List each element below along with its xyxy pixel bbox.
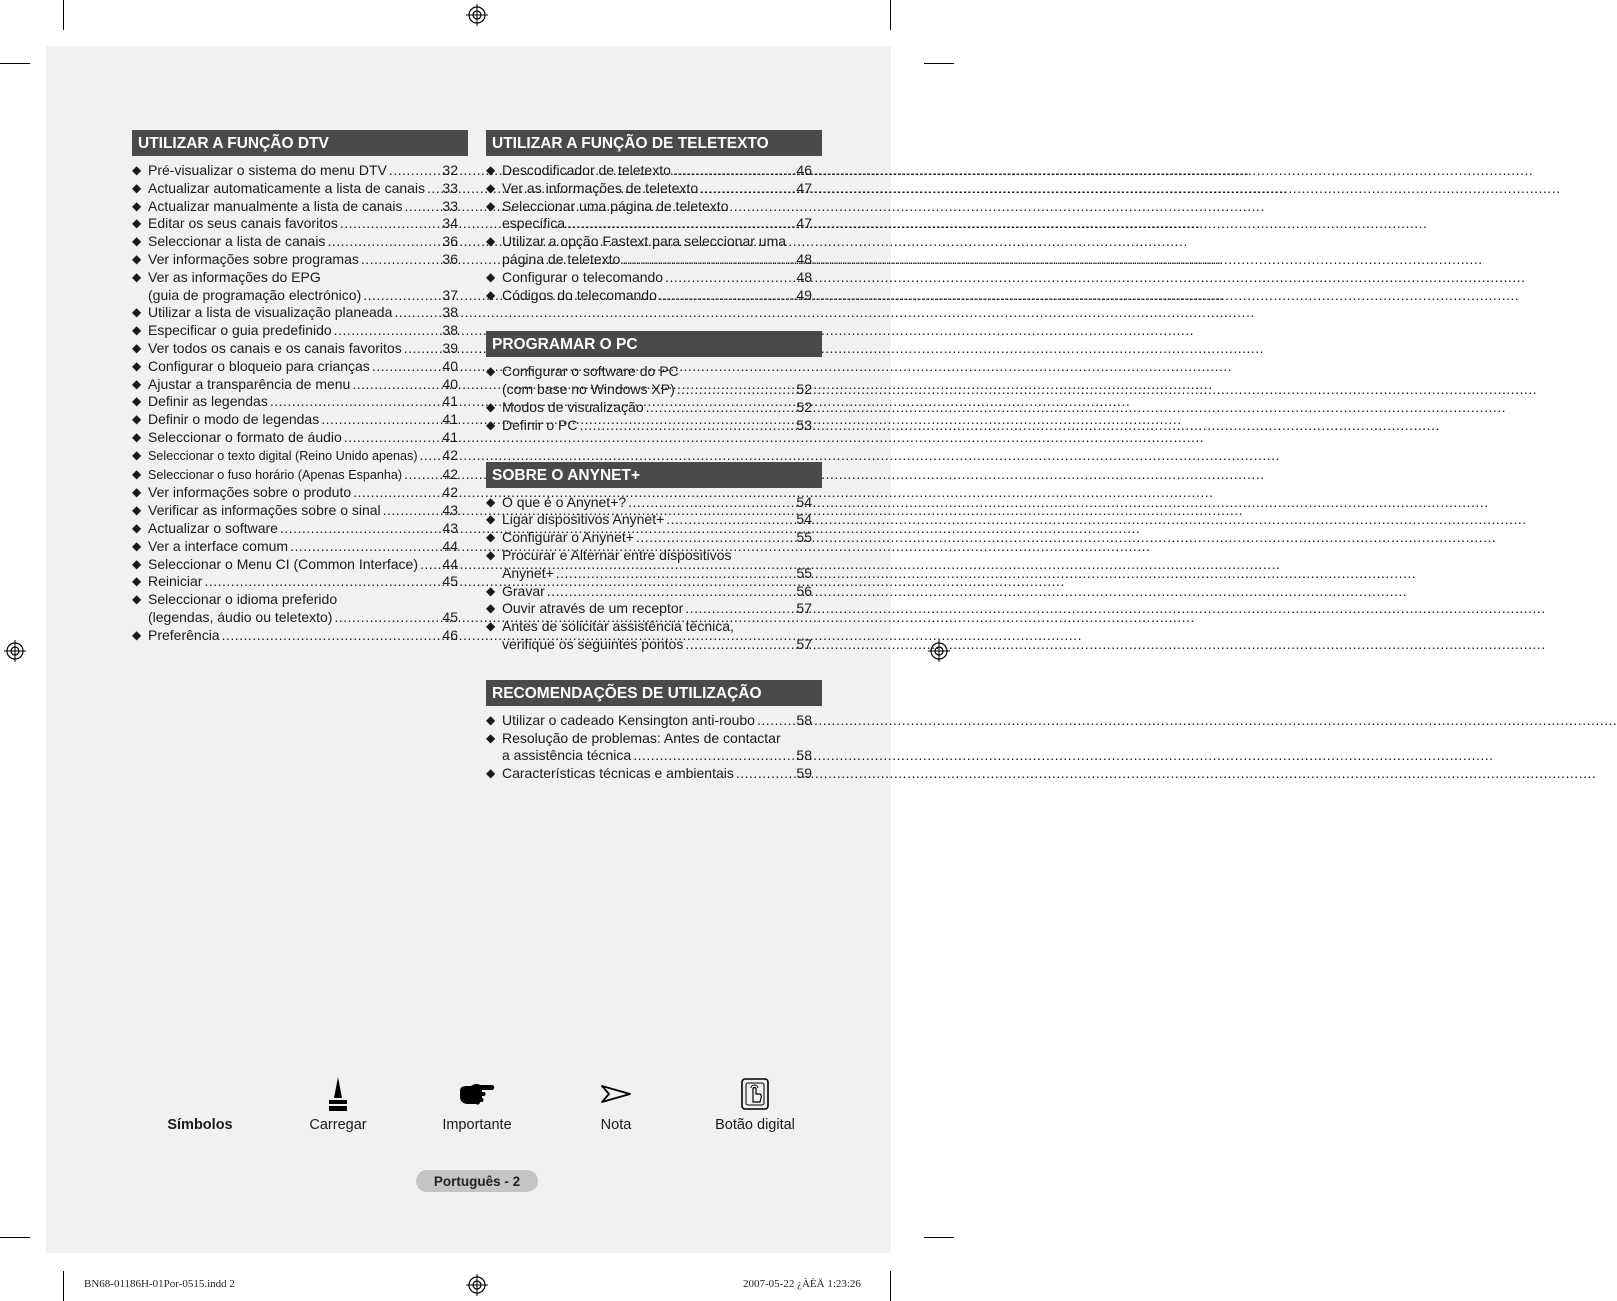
crop-mark (890, 0, 891, 30)
toc-entry-title: Ver todos os canais e os canais favoritos (148, 339, 402, 356)
symbol-important (412, 1075, 542, 1133)
diamond-bullet-icon: ◆ (132, 447, 142, 462)
symbol-label: Importante (442, 1117, 512, 1133)
toc-page-number: 45 (442, 573, 458, 590)
toc-entry-title: (legendas, áudio ou teletexto) (148, 608, 333, 625)
toc-page-number: 37 (442, 286, 458, 303)
toc-page-number: 56 (796, 582, 812, 599)
toc-entry-title: Definir o modo de legendas (148, 411, 320, 428)
toc-entry[interactable] (486, 269, 822, 287)
crop-mark (890, 1271, 891, 1301)
symbols-title: Símbolos (167, 1117, 233, 1133)
diamond-bullet-icon: ◆ (132, 429, 142, 444)
dot-leader (685, 600, 794, 618)
toc-entry-title: (com base no Windows XP) (502, 381, 675, 398)
toc-entry[interactable] (132, 322, 468, 340)
dot-leader (736, 765, 795, 783)
toc-page-number: 44 (442, 537, 458, 554)
diamond-bullet-icon: ◆ (486, 269, 496, 284)
symbol-label: Nota (600, 1117, 632, 1133)
dot-leader (404, 466, 440, 484)
toc-entry[interactable] (132, 411, 468, 429)
diamond-bullet-icon: ◆ (132, 394, 142, 409)
toc-entry[interactable] (486, 162, 822, 180)
diamond-bullet-icon: ◆ (132, 520, 142, 535)
toc-entry-title: Definir as legendas (148, 393, 268, 410)
toc-entry[interactable] (132, 429, 468, 447)
symbol-note (551, 1075, 681, 1133)
dot-leader (353, 484, 440, 502)
toc-entry-title: Ver informações sobre o produto (148, 484, 352, 501)
toc-entry[interactable] (486, 363, 822, 399)
section-entry-list (486, 712, 822, 783)
diamond-bullet-icon: ◆ (132, 216, 142, 231)
section-entry-list (132, 162, 468, 645)
diamond-bullet-icon: ◆ (132, 340, 142, 355)
toc-entry-title: Antes de solicitar assistência técnica, (502, 618, 734, 635)
toc-page-number: 49 (796, 286, 812, 303)
toc-entry[interactable] (486, 198, 822, 234)
toc-entry[interactable] (132, 198, 468, 216)
toc-page-number: 54 (796, 493, 812, 510)
toc-page-number: 53 (796, 416, 812, 433)
registration-mark-icon (466, 1274, 488, 1296)
diamond-bullet-icon: ◆ (132, 627, 142, 642)
toc-entry-title: Actualizar manualmente a lista de canais (148, 197, 403, 214)
dot-leader (636, 529, 795, 547)
footer-file-info: BN68-01186H-01Por-0515.indd 2 (84, 1278, 235, 1290)
diamond-bullet-icon: ◆ (132, 556, 142, 571)
toc-entry-title: Gravar (502, 582, 545, 599)
contents-section (486, 680, 822, 783)
symbol-label: Botão digital (715, 1117, 795, 1133)
diamond-bullet-icon: ◆ (486, 512, 496, 527)
toc-entry[interactable] (486, 618, 822, 654)
diamond-bullet-icon: ◆ (486, 163, 496, 177)
toc-entry-title: Descodificador de teletexto (502, 162, 671, 178)
note-arrow-icon (600, 1084, 632, 1104)
dot-leader (222, 627, 441, 645)
toc-entry[interactable] (486, 399, 822, 417)
crop-mark (63, 1271, 64, 1301)
toc-entry-title: Ouvir através de um receptor (502, 600, 684, 617)
toc-entry-title: O que é o Anynet+? (502, 493, 627, 510)
toc-page-number: 34 (442, 215, 458, 232)
toc-page-number: 59 (796, 765, 812, 782)
section-entry-list (486, 494, 822, 654)
toc-entry-title: Seleccionar o Menu CI (Common Interface) (148, 555, 418, 572)
dot-leader (757, 712, 794, 730)
toc-entry-title: Ver as informações de teletexto (502, 179, 699, 196)
dot-leader (383, 502, 441, 520)
toc-page-number: 36 (442, 250, 458, 267)
diamond-bullet-icon: ◆ (486, 619, 496, 634)
toc-page-number: 55 (796, 529, 812, 546)
toc-entry[interactable] (132, 340, 468, 358)
toc-entry[interactable] (486, 600, 822, 618)
toc-entry-title: Configurar o Anynet+ (502, 529, 634, 546)
toc-entry-title: Utilizar a lista de visualização planeada (148, 304, 393, 321)
toc-entry[interactable] (132, 162, 468, 180)
toc-entry-title: Verificar as informações sobre o sinal (148, 502, 381, 519)
toc-entry[interactable] (486, 712, 822, 730)
diamond-bullet-icon: ◆ (132, 163, 142, 177)
toc-page-number: 33 (442, 179, 458, 196)
dot-leader (665, 269, 794, 287)
toc-entry[interactable] (132, 180, 468, 198)
toc-entry-title: Configurar o bloqueio para crianças (148, 357, 370, 374)
toc-entry-title: Ver as informações do EPG (148, 268, 321, 285)
dot-leader (556, 565, 795, 583)
toc-entry-title: Utilizar a opção Fastext para seleccionar uma (502, 233, 787, 250)
section-heading: PROGRAMAR O PC (486, 331, 822, 357)
diamond-bullet-icon: ◆ (132, 466, 142, 481)
diamond-bullet-icon: ◆ (132, 323, 142, 338)
toc-page-number: 38 (442, 304, 458, 321)
toc-entry-title: Reiniciar (148, 573, 203, 590)
toc-page-number: 48 (796, 250, 812, 267)
toc-entry[interactable] (132, 520, 468, 538)
toc-entry-title: Códigos do telecomando (502, 286, 657, 303)
toc-entry[interactable] (486, 529, 822, 547)
section-heading: SOBRE O ANYNET+ (486, 462, 822, 488)
toc-entry-title: específica (502, 215, 566, 232)
toc-page-number: 48 (796, 268, 812, 285)
section-entry-list (486, 363, 822, 434)
diamond-bullet-icon: ◆ (486, 583, 496, 598)
toc-entry[interactable] (132, 502, 468, 520)
toc-entry[interactable] (132, 591, 468, 627)
dot-leader (547, 583, 795, 601)
toc-entry[interactable] (486, 583, 822, 601)
dot-leader (659, 287, 795, 305)
diamond-bullet-icon: ◆ (132, 305, 142, 320)
diamond-bullet-icon: ◆ (132, 376, 142, 391)
dot-leader (666, 511, 794, 529)
toc-page-number: 44 (442, 555, 458, 572)
contents-section (486, 331, 822, 434)
crop-mark (0, 63, 30, 64)
diamond-bullet-icon: ◆ (486, 399, 496, 414)
toc-entry[interactable] (132, 233, 468, 251)
toc-page-number: 58 (796, 711, 812, 728)
toc-entry[interactable] (132, 484, 468, 502)
registration-mark-icon (466, 4, 488, 26)
toc-entry-title: Seleccionar o fuso horário (Apenas Espanha) (148, 467, 403, 482)
toc-page-number: 43 (442, 519, 458, 536)
contents-section (486, 130, 822, 304)
dot-leader (427, 180, 440, 198)
crop-mark (924, 1237, 954, 1238)
toc-entry-title: Resolução de problemas: Antes de contactar (502, 729, 781, 746)
dot-leader (628, 494, 794, 512)
diamond-bullet-icon: ◆ (132, 538, 142, 553)
diamond-bullet-icon: ◆ (132, 251, 142, 266)
toc-entry[interactable] (486, 494, 822, 512)
dot-leader (327, 233, 440, 251)
contents-section (132, 130, 468, 645)
dot-leader (420, 556, 440, 574)
dot-leader (340, 215, 441, 233)
toc-entry-title: Modos de visualização (502, 398, 644, 415)
diamond-bullet-icon: ◆ (486, 198, 496, 213)
toc-entry-title: Procurar e Alternar entre dispositivos (502, 546, 732, 563)
toc-page-number: 32 (442, 162, 458, 178)
diamond-bullet-icon: ◆ (132, 358, 142, 373)
dot-leader (700, 180, 794, 198)
toc-entry-title: Pré-visualizar o sistema do menu DTV (148, 162, 387, 178)
contents-left-column (132, 130, 468, 645)
toc-entry-title: a assistência técnica (502, 747, 632, 764)
diamond-bullet-icon: ◆ (132, 234, 142, 249)
toc-entry[interactable] (486, 547, 822, 583)
toc-entry[interactable] (486, 417, 822, 435)
contents-section (486, 462, 822, 654)
toc-entry-title: Seleccionar a lista de canais (148, 233, 326, 250)
diamond-bullet-icon: ◆ (486, 601, 496, 616)
one-touch-button-icon (740, 1077, 770, 1111)
toc-entry[interactable] (486, 765, 822, 783)
toc-entry[interactable] (132, 466, 468, 485)
toc-entry[interactable] (132, 538, 468, 556)
dot-leader (361, 251, 441, 269)
toc-entry-title: Definir o PC (502, 416, 578, 433)
toc-page-number: 52 (796, 398, 812, 415)
section-heading: UTILIZAR A FUNÇÃO DE TELETEXTO (486, 130, 822, 156)
toc-entry[interactable] (132, 251, 468, 269)
toc-page-number: 41 (442, 411, 458, 428)
section-heading: UTILIZAR A FUNÇÃO DTV (132, 130, 468, 156)
dot-leader (673, 162, 795, 180)
toc-entry-title: Utilizar o cadeado Kensington anti-roubo (502, 711, 755, 728)
toc-page-number: 43 (442, 502, 458, 519)
toc-page-number: 42 (442, 484, 458, 501)
crop-mark (0, 1237, 30, 1238)
footer-timestamp: 2007-05-22 ¿ÀÈÄ 1:23:26 (743, 1278, 861, 1290)
toc-entry[interactable] (132, 376, 468, 394)
toc-page-number: 57 (796, 600, 812, 617)
toc-page-number: 52 (796, 381, 812, 398)
diamond-bullet-icon: ◆ (486, 766, 496, 781)
dot-leader (372, 358, 441, 376)
toc-entry-title: Seleccionar o texto digital (Reino Unido apenas) (148, 448, 418, 463)
diamond-bullet-icon: ◆ (486, 530, 496, 545)
toc-entry-title: Anynet+ (502, 564, 554, 581)
symbol-label: Carregar (309, 1117, 367, 1133)
toc-entry-title: Configurar o software do PC (502, 363, 679, 380)
toc-entry[interactable] (132, 215, 468, 233)
toc-page-number: 58 (796, 747, 812, 764)
diamond-bullet-icon: ◆ (486, 180, 496, 195)
dot-leader (270, 393, 441, 411)
dot-leader (404, 198, 440, 216)
toc-entry-title: Seleccionar o formato de áudio (148, 428, 342, 445)
toc-entry-title: Especificar o guia predefinido (148, 322, 332, 339)
dot-leader (334, 609, 440, 627)
diamond-bullet-icon: ◆ (486, 730, 496, 745)
pointing-hand-icon (458, 1081, 496, 1107)
toc-entry-title: Ver informações sobre programas (148, 250, 359, 267)
toc-entry-title: Ajustar a transparência de menu (148, 375, 351, 392)
diamond-bullet-icon: ◆ (132, 269, 142, 284)
dot-leader (363, 287, 440, 305)
toc-page-number: 41 (442, 428, 458, 445)
toc-entry-title: Preferência (148, 626, 220, 643)
diamond-bullet-icon: ◆ (132, 198, 142, 213)
toc-page-number: 45 (442, 608, 458, 625)
toc-page-number: 39 (442, 339, 458, 356)
crop-mark (63, 0, 64, 30)
toc-entry[interactable] (132, 627, 468, 645)
diamond-bullet-icon: ◆ (486, 364, 496, 379)
dot-leader (334, 322, 441, 340)
toc-entry[interactable] (486, 180, 822, 198)
toc-page-number: 42 (442, 465, 458, 482)
diamond-bullet-icon: ◆ (486, 494, 496, 509)
diamond-bullet-icon: ◆ (132, 180, 142, 195)
dot-leader (646, 399, 795, 417)
toc-entry[interactable] (132, 573, 468, 591)
toc-page-number: 38 (442, 322, 458, 339)
toc-entry[interactable] (486, 233, 822, 269)
toc-page-number: 47 (796, 179, 812, 196)
section-heading: RECOMENDAÇÕES DE UTILIZAÇÃO (486, 680, 822, 706)
diamond-bullet-icon: ◆ (132, 485, 142, 500)
toc-entry-title: (guia de programação electrónico) (148, 286, 362, 303)
diamond-bullet-icon: ◆ (132, 412, 142, 427)
contents-right-column (486, 130, 822, 783)
diamond-bullet-icon: ◆ (486, 712, 496, 727)
dot-leader (420, 447, 441, 465)
toc-entry-title: Editar os seus canais favoritos (148, 215, 338, 232)
toc-entry-title: Características técnicas e ambientais (502, 765, 734, 782)
symbol-one-touch-button (690, 1075, 820, 1133)
toc-entry[interactable] (132, 269, 468, 305)
toc-entry-title: Configurar o telecomando (502, 268, 664, 285)
dot-leader (622, 251, 794, 269)
toc-page-number: 40 (442, 375, 458, 392)
dot-leader (204, 573, 440, 591)
toc-page-number: 46 (442, 626, 458, 643)
dot-leader (290, 538, 440, 556)
dot-leader (404, 340, 441, 358)
toc-entry-title: Actualizar o software (148, 519, 278, 536)
dot-leader (321, 411, 440, 429)
diamond-bullet-icon: ◆ (132, 574, 142, 589)
toc-entry-title: verifique os seguintes pontos (502, 635, 684, 652)
toc-page-number: 41 (442, 393, 458, 410)
registration-mark-icon (4, 640, 26, 662)
dot-leader (352, 376, 440, 394)
toc-page-number: 33 (442, 197, 458, 214)
toc-entry[interactable] (132, 447, 468, 466)
dot-leader (389, 162, 441, 180)
toc-page-number: 55 (796, 564, 812, 581)
press-icon (327, 1076, 349, 1112)
toc-page-number: 47 (796, 215, 812, 232)
toc-page-number: 40 (442, 357, 458, 374)
dot-leader (579, 417, 794, 435)
dot-leader (633, 747, 794, 765)
toc-page-number: 57 (796, 635, 812, 652)
dot-leader (677, 381, 795, 399)
diamond-bullet-icon: ◆ (486, 287, 496, 302)
toc-entry[interactable] (486, 730, 822, 766)
toc-entry-title: Actualizar automaticamente a lista de canais (148, 179, 426, 196)
toc-entry[interactable] (132, 304, 468, 322)
section-entry-list (486, 162, 822, 304)
diamond-bullet-icon: ◆ (486, 417, 496, 432)
toc-page-number: 54 (796, 511, 812, 528)
toc-entry-title: página de teletexto (502, 250, 621, 267)
symbols-legend (0, 1075, 954, 1145)
toc-entry[interactable] (486, 287, 822, 305)
toc-entry[interactable] (132, 556, 468, 574)
toc-entry-title: Ver a interface comum (148, 537, 289, 554)
diamond-bullet-icon: ◆ (132, 503, 142, 518)
page-number-badge: Português - 2 (416, 1170, 538, 1192)
dot-leader (567, 215, 794, 233)
diamond-bullet-icon: ◆ (486, 234, 496, 249)
toc-entry[interactable] (132, 358, 468, 376)
dot-leader (685, 636, 794, 654)
dot-leader (280, 520, 440, 538)
toc-entry[interactable] (132, 393, 468, 411)
toc-entry-title: Seleccionar uma página de teletexto (502, 197, 729, 214)
toc-entry-title: Seleccionar o idioma preferido (148, 591, 338, 608)
toc-page-number: 36 (442, 233, 458, 250)
diamond-bullet-icon: ◆ (486, 547, 496, 562)
toc-page-number: 46 (796, 162, 812, 178)
toc-entry[interactable] (486, 511, 822, 529)
crop-mark (924, 63, 954, 64)
dot-leader (344, 429, 441, 447)
toc-page-number: 42 (442, 446, 458, 463)
symbol-press (273, 1075, 403, 1133)
toc-entry-title: Ligar dispositivos Anynet+ (502, 511, 665, 528)
diamond-bullet-icon: ◆ (132, 592, 142, 607)
dot-leader (394, 304, 440, 322)
